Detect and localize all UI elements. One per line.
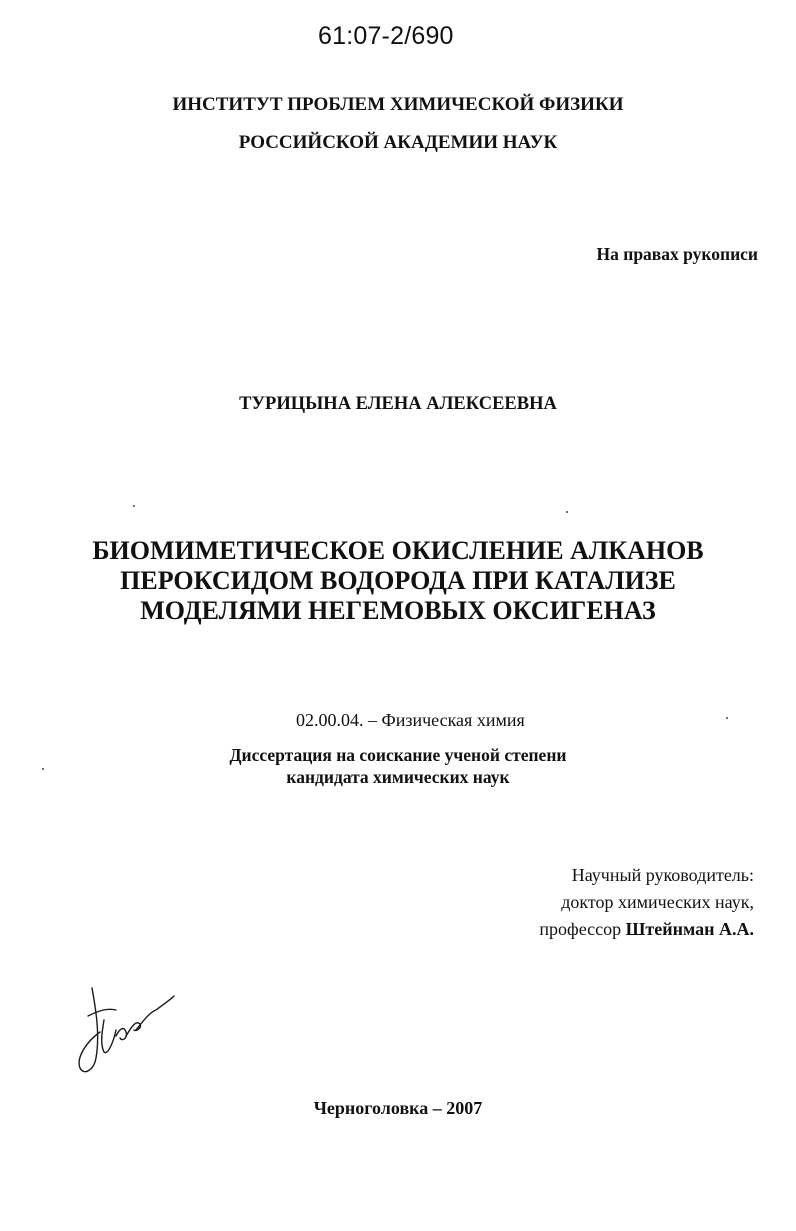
supervisor-position: профессор xyxy=(539,919,622,939)
title-line-3: МОДЕЛЯМИ НЕГЕМОВЫХ ОКСИГЕНАЗ xyxy=(140,596,656,625)
scan-speck xyxy=(726,717,728,719)
author-name: ТУРИЦЫНА ЕЛЕНА АЛЕКСЕЕВНА xyxy=(239,394,557,414)
institute-line-1: ИНСТИТУТ ПРОБЛЕМ ХИМИЧЕСКОЙ ФИЗИКИ xyxy=(172,94,624,115)
dissertation-title xyxy=(0,536,796,626)
title-line-1: БИОМИМЕТИЧЕСКОЕ ОКИСЛЕНИЕ АЛКАНОВ xyxy=(92,536,704,565)
scan-speck xyxy=(133,505,135,507)
supervisor-degree: доктор химических наук, xyxy=(561,892,754,912)
specialty-code: 02.00.04. – Физическая химия xyxy=(296,710,525,730)
supervisor-block xyxy=(539,862,754,943)
scan-speck xyxy=(42,768,44,770)
scan-speck xyxy=(566,511,568,513)
manuscript-rights-note: На правах рукописи xyxy=(596,244,758,264)
signature-icon xyxy=(70,980,180,1080)
institute-name xyxy=(0,86,796,162)
place-and-year: Черноголовка – 2007 xyxy=(313,1098,483,1118)
degree-line-2: кандидата химических наук xyxy=(286,767,510,787)
degree-statement xyxy=(0,744,796,788)
degree-line-1: Диссертация на соискание ученой степени xyxy=(229,745,567,765)
supervisor-label: Научный руководитель: xyxy=(571,865,754,885)
supervisor-line xyxy=(539,916,754,943)
supervisor-name: Штейнман А.А. xyxy=(625,919,754,939)
institute-line-2: РОССИЙСКОЙ АКАДЕМИИ НАУК xyxy=(238,132,558,153)
catalog-code: 61:07-2/690 xyxy=(318,22,454,50)
title-line-2: ПЕРОКСИДОМ ВОДОРОДА ПРИ КАТАЛИЗЕ xyxy=(120,566,676,595)
